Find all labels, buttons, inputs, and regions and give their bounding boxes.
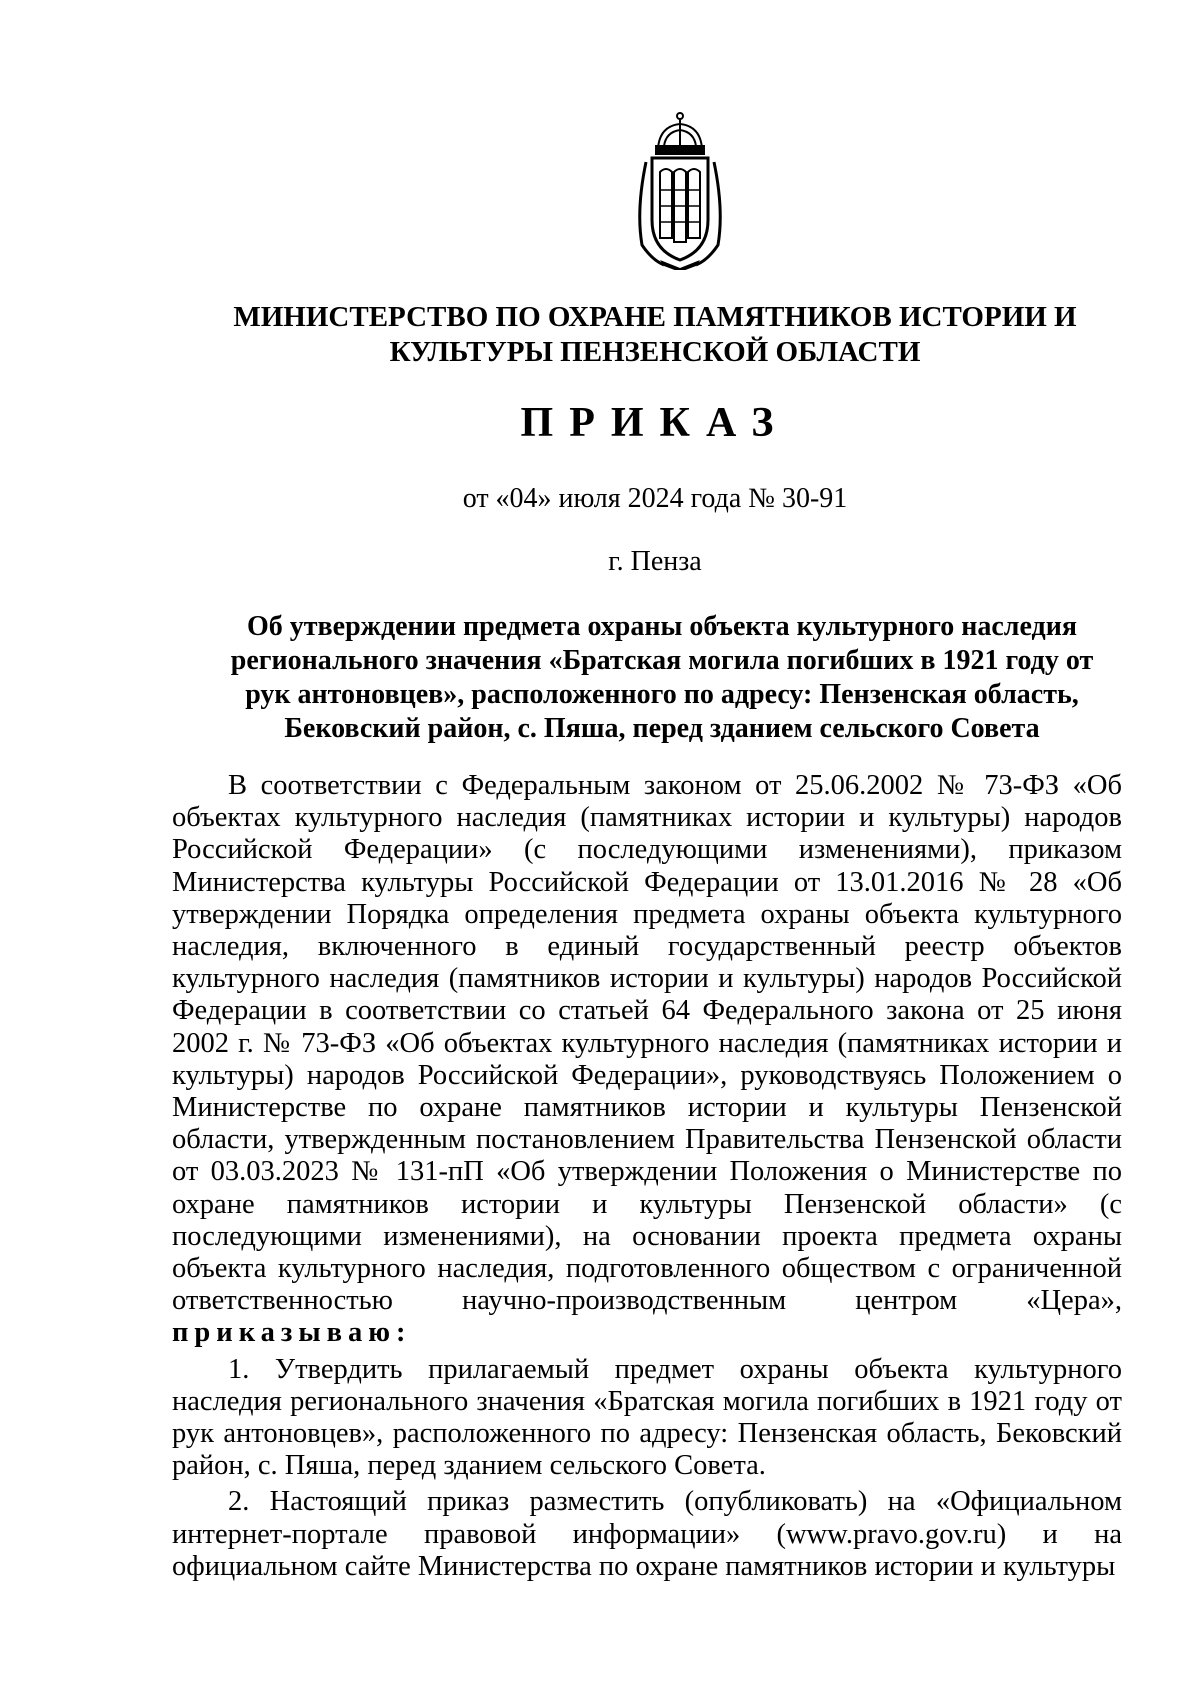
- preamble-paragraph: [172, 770, 1122, 1350]
- order-item-2: 2. Настоящий приказ разместить (опубликовать) на «Официальном интернет-портале правовой информации» (www.pravo.gov.ru) и на официальном сайте Министерства по охране памятников истории и культуры: [172, 1486, 1122, 1582]
- order-city: г. Пенза: [608, 546, 702, 577]
- ministry-name: [170, 300, 1140, 370]
- ministry-name-line-1: МИНИСТЕРСТВО ПО ОХРАНЕ ПАМЯТНИКОВ ИСТОРИИ И: [233, 301, 1077, 333]
- order-subject: Об утверждении предмета охраны объекта культурного наследия регионального значения «Братская могила погибших в 1921 году от рук антоновцев», расположенного по адресу: Пензенская область, Бековский район, с. Пяша, перед зданием сельского Совета: [230, 611, 1094, 744]
- order-date-number: от «04» июля 2024 года № 30-91: [462, 483, 848, 514]
- order-title: ПРИКАЗ: [520, 400, 790, 446]
- preamble-text: В соответствии с Федеральным законом от 25.06.2002 № 73-ФЗ «Об объектах культурного наследия (памятниках истории и культуры) народов Российской Федерации» (с последующими изменениями), приказом Министерства культуры Российской Федерации от 13.01.2016 № 28 «Об утверждении Порядка определения предмета охраны объекта культурного наследия, включенного в единый государственный реестр объектов культурного наследия (памятников истории и культуры) народов Российской Федерации в соответствии со статьей 64 Федерального закона от 25 июня 2002 г. № 73-ФЗ «Об объектах культурного наследия (памятниках истории и культуры) народов Российской Федерации», руководствуясь Положением о Министерстве по охране памятников истории и культуры Пензенской области, утвержденным постановлением Правительства Пензенской области от 03.03.2023 № 131-пП «Об утверждении Положения о Министерстве по охране памятников истории и культуры Пензенской области» (с последующими изменениями), на основании проекта предмета охраны объекта культурного наследия, подготовленного обществом с ограниченной ответственностью научно-производственным центром «Цера»,: [172, 770, 1122, 1317]
- ministry-name-line-2: КУЛЬТУРЫ ПЕНЗЕНСКОЙ ОБЛАСТИ: [389, 336, 921, 368]
- coat-of-arms-icon: [630, 110, 730, 270]
- order-item-1: 1. Утвердить прилагаемый предмет охраны объекта культурного наследия регионального значения «Братская могила погибших в 1921 году от рук антоновцев», расположенного по адресу: Пензенская область, Бековский район, с. Пяша, перед зданием сельского Совета.: [172, 1353, 1122, 1482]
- order-body: [172, 770, 1122, 1583]
- order-verb: приказываю:: [172, 1317, 412, 1349]
